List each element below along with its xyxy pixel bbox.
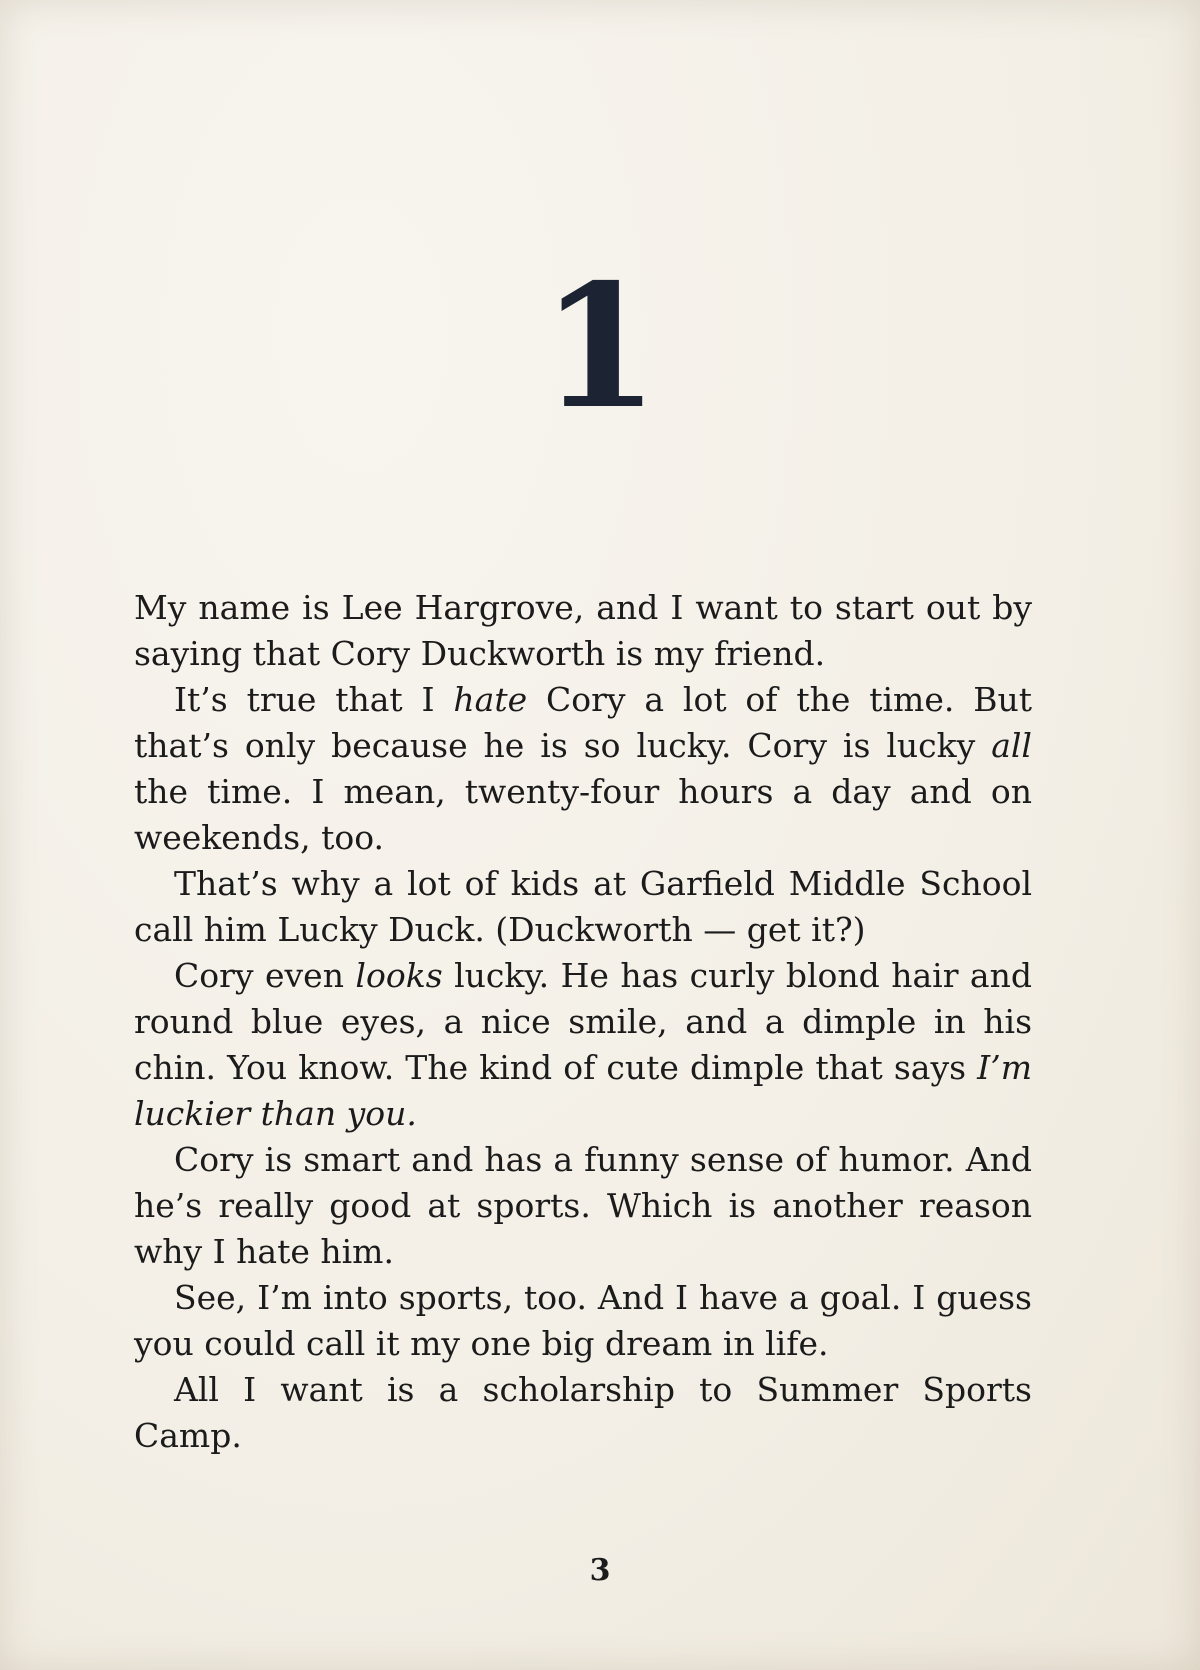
text-segment: See, I’m into sports, too. And I have a goal. I guess you could call it my one big dream in life. xyxy=(134,1278,1032,1363)
text-segment: the time. I mean, twenty-four hours a day and on weekends, too. xyxy=(134,772,1032,857)
paragraph xyxy=(134,953,1032,1137)
italic-text: hate xyxy=(453,680,528,719)
text-segment: Cory is smart and has a funny sense of humor. And he’s really good at sports. Which is another reason why I hate him. xyxy=(134,1140,1032,1271)
page-number: 3 xyxy=(589,1553,611,1588)
text-segment: All I want is a scholarship to Summer Sports Camp. xyxy=(134,1370,1032,1455)
paragraph xyxy=(134,1367,1032,1459)
paragraph xyxy=(134,861,1032,953)
italic-text: all xyxy=(991,726,1032,765)
paragraph xyxy=(134,585,1032,677)
text-segment: Cory a lot of the time. But that’s only because he is so lucky. Cory is lucky xyxy=(134,680,1032,765)
text-segment: Cory even xyxy=(174,956,356,995)
chapter-number: 1 xyxy=(540,247,660,447)
chapter-body-text xyxy=(134,585,1032,1459)
italic-text: looks xyxy=(355,956,443,995)
text-segment: My name is Lee Hargrove, and I want to start out by saying that Cory Duckworth is my friend. xyxy=(134,588,1032,673)
paragraph xyxy=(134,1137,1032,1275)
text-segment: That’s why a lot of kids at Garfield Middle School call him Lucky Duck. (Duckworth — get it?) xyxy=(134,864,1032,949)
text-segment: It’s true that I xyxy=(174,680,454,719)
text-segment: lucky. He has curly blond hair and round blue eyes, a nice smile, and a dimple in his chin. You know. The kind of cute dimple that says xyxy=(134,956,1032,1087)
paragraph xyxy=(134,1275,1032,1367)
italic-text: I’m luckier than you. xyxy=(134,1048,1032,1133)
paragraph xyxy=(134,677,1032,861)
